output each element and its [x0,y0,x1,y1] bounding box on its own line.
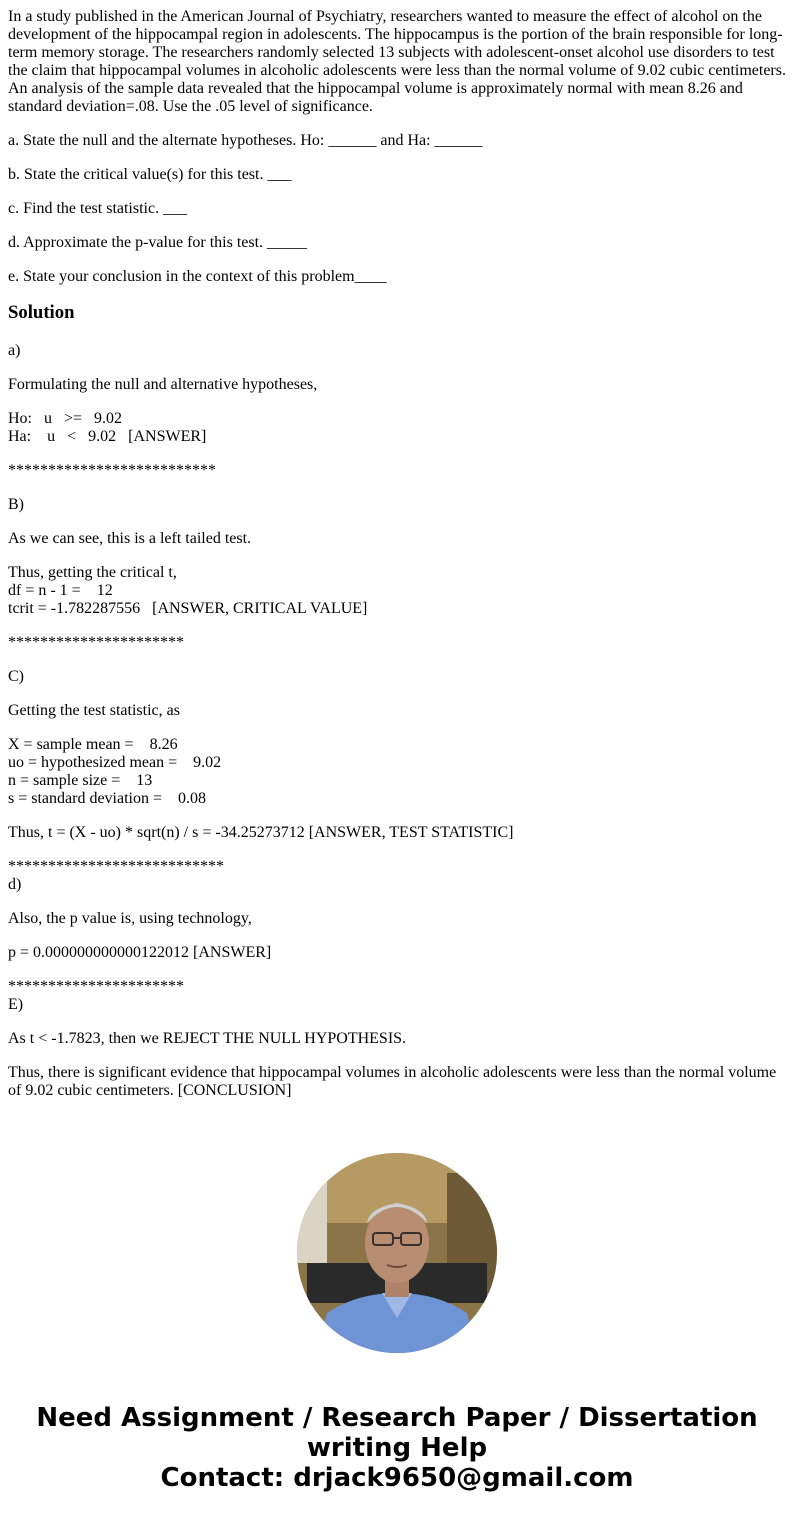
footer-line-1: Need Assignment / Research Paper / Dissertation [36,1403,758,1433]
alt-hypothesis: Ha: u < 9.02 [ANSWER] [8,428,207,445]
sample-size: n = sample size = 13 [8,772,153,789]
part-c-values [8,736,786,808]
question-e: e. State your conclusion in the context of this problem____ [8,268,387,285]
footer-contact: Contact: drjack9650@gmail.com [160,1463,634,1493]
part-d-e-group [8,978,786,1014]
part-b-text: As we can see, this is a left tailed test. [8,530,252,547]
footer-banner [0,1403,794,1493]
part-d-label: d) [8,876,22,893]
part-c-intro: Getting the test statistic, as [8,702,180,719]
footer-line-2: writing Help [306,1433,488,1463]
sample-mean: X = sample mean = 8.26 [8,736,178,753]
hypothesized-mean: uo = hypothesized mean = 9.02 [8,754,222,771]
part-b-critical [8,564,786,618]
part-b-label: B) [8,496,24,513]
part-a-hypotheses [8,410,786,446]
separator: ********************** [8,978,184,995]
avatar [297,1153,497,1353]
conclusion: Thus, there is significant evidence that hippocampal volumes in alcoholic adolescents were less than the normal volume of 9.02 cubic centimeters. [CONCLUSION] [8,1064,777,1099]
degrees-of-freedom: df = n - 1 = 12 [8,582,113,599]
critical-intro: Thus, getting the critical t, [8,564,177,581]
test-statistic: Thus, t = (X - uo) * sqrt(n) / s = -34.25273712 [ANSWER, TEST STATISTIC] [8,824,514,841]
standard-deviation: s = standard deviation = 0.08 [8,790,207,807]
question-a: a. State the null and the alternate hypotheses. Ho: ______ and Ha: ______ [8,132,483,149]
part-d-intro: Also, the p value is, using technology, [8,910,252,927]
part-e-label: E) [8,996,24,1013]
part-a-label: a) [8,342,21,359]
question-c: c. Find the test statistic. ___ [8,200,188,217]
part-a-intro: Formulating the null and alternative hypotheses, [8,376,318,393]
critical-value: tcrit = -1.782287556 [ANSWER, CRITICAL VALUE] [8,600,368,617]
separator: *************************** [8,858,224,875]
separator: ************************** [8,462,216,479]
question-b: b. State the critical value(s) for this test. ___ [8,166,292,183]
null-hypothesis: Ho: u >= 9.02 [8,410,123,427]
question-d: d. Approximate the p-value for this test. _____ [8,234,308,251]
part-c-label: C) [8,668,24,685]
p-value: p = 0.000000000000122012 [ANSWER] [8,944,272,961]
author-photo [297,1153,497,1353]
separator: ********************** [8,634,184,651]
solution-heading: Solution [8,302,75,323]
question-intro: In a study published in the American Journal of Psychiatry, researchers wanted to measure the effect of alcohol on the development of the hippocampal region in adolescents. The hippocampus is the portion of the brain responsible for long-term memory storage. The researchers randomly selected 13 subjects with adolescent-onset alcohol use disorders to test the claim that hippocampal volumes in alcoholic adolescents were less than the normal volume of 9.02 cubic centimeters. An analysis of the sample data revealed that the hippocampal volume is approximately normal with mean 8.26 and standard deviation=.08. Use the .05 level of significance. [8,8,786,115]
part-c-d-group [8,858,786,894]
decision: As t < -1.7823, then we REJECT THE NULL HYPOTHESIS. [8,1030,407,1047]
